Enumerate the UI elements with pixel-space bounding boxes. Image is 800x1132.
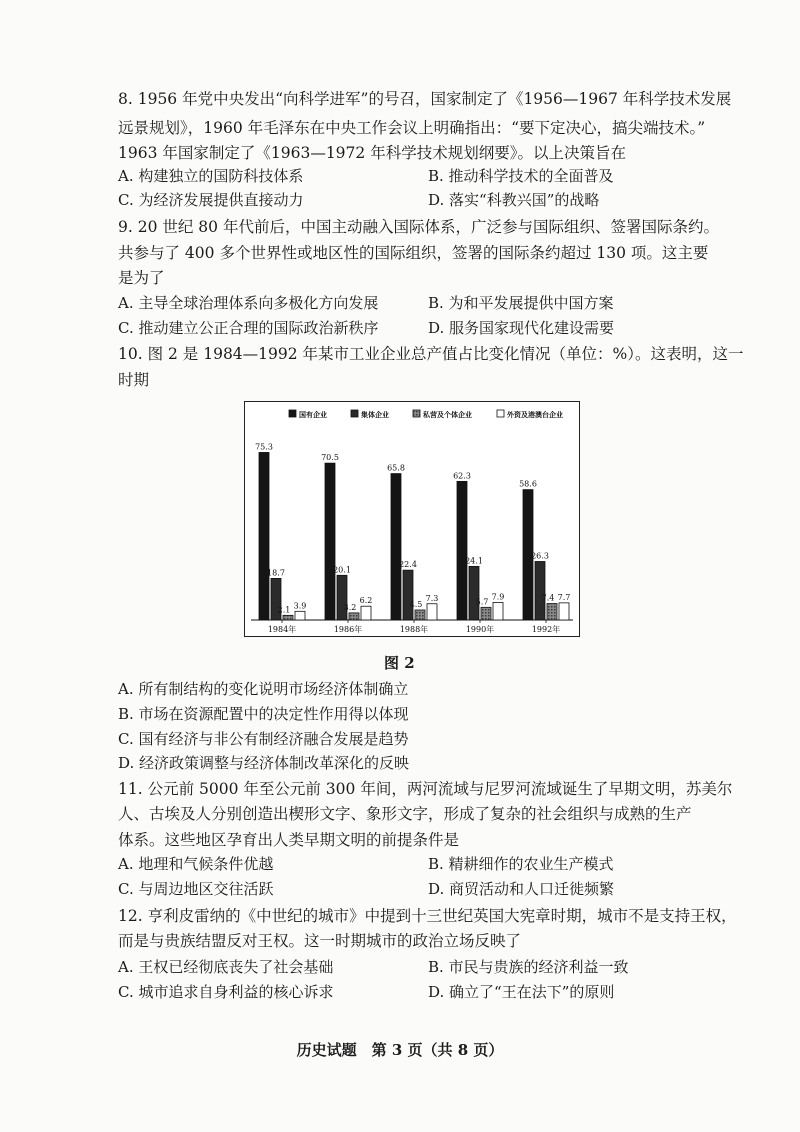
bar-2-1992年 (535, 561, 545, 620)
q8-option-c: C. 为经济发展提供直接动力 (118, 191, 304, 209)
bar-chart (245, 402, 579, 636)
bar-1-1986年 (325, 463, 335, 620)
data-label-1-1992年: 58.6 (519, 479, 537, 489)
x-tick-label-1986年: 1986年 (333, 625, 363, 634)
bar-4-1988年 (427, 604, 437, 620)
data-label-1-1988年: 65.8 (387, 463, 405, 473)
bar-4-1986年 (361, 606, 371, 620)
q8-stem-line-1: 8. 1956 年党中央发出“向科学进军”的号召，国家制定了《1956—1967 年科学技术发展 (118, 90, 732, 108)
q11-stem-line-1: 11. 公元前 5000 年至公元前 300 年间，两河流域与尼罗河流域诞生了早期文明，苏美尔 (118, 780, 733, 798)
q9-stem-line-1: 9. 20 世纪 80 年代前后，中国主动融入国际体系，广泛参与国际组织、签署国际条约。 (118, 218, 719, 236)
x-tick-label-1988年: 1988年 (399, 625, 429, 634)
legend-swatch-3 (413, 410, 420, 417)
data-label-4-1988年: 7.3 (425, 593, 439, 603)
bar-2-1986年 (337, 575, 347, 620)
q9-option-a: A. 主导全球治理体系向多极化方向发展 (118, 294, 379, 312)
q9-option-c: C. 推动建立公正合理的国际政治新秩序 (118, 319, 379, 337)
bar-1-1990年 (457, 481, 467, 620)
bar-4-1990年 (493, 602, 503, 620)
bar-2-1990年 (469, 566, 479, 620)
q12-option-d: D. 确立了“王在法下”的原则 (428, 983, 615, 1001)
q11-option-d: D. 商贸活动和人口迁徙频繁 (428, 880, 615, 898)
bar-4-1984年 (295, 611, 305, 620)
q11-option-c: C. 与周边地区交往活跃 (118, 880, 274, 898)
x-tick-label-1984年: 1984年 (267, 625, 297, 634)
q12-option-a: A. 王权已经彻底丧失了社会基础 (118, 958, 334, 976)
bar-2-1988年 (403, 570, 413, 620)
data-label-1-1990年: 62.3 (453, 471, 471, 481)
data-label-3-1984年: 2.1 (277, 605, 291, 615)
q9-option-b: B. 为和平发展提供中国方案 (428, 294, 614, 312)
q9-stem-line-2: 共参与了 400 多个世界性或地区性的国际组织，签署的国际条约超过 130 项。这主要 (118, 244, 709, 262)
data-label-2-1984年: 18.7 (267, 568, 285, 578)
legend-label-3: 私营及个体企业 (423, 410, 472, 419)
q12-stem-line-1: 12. 亨利皮雷纳的《中世纪的城市》中提到十三世纪英国大宪章时期，城市不是支持王权， (118, 907, 737, 925)
bar-3-1992年 (547, 604, 557, 620)
data-label-1-1986年: 70.5 (321, 453, 339, 463)
q10-option-d: D. 经济政策调整与经济体制改革深化的反映 (118, 754, 410, 772)
data-label-1-1984年: 75.3 (255, 442, 273, 452)
bar-3-1986年 (349, 613, 359, 620)
legend-label-1: 国有企业 (299, 410, 327, 419)
data-label-3-1992年: 7.4 (541, 593, 555, 603)
figure-caption: 图 2 (384, 654, 415, 672)
q9-option-d: D. 服务国家现代化建设需要 (428, 319, 615, 337)
bar-3-1988年 (415, 610, 425, 620)
legend-label-4: 外资及港澳台企业 (507, 410, 563, 419)
data-label-2-1988年: 22.4 (399, 560, 417, 570)
data-label-2-1990年: 24.1 (465, 556, 483, 566)
q10-stem-line-1: 10. 图 2 是 1984—1992 年某市工业企业总产值占比变化情况（单位：%）。这表明，这一 (118, 345, 744, 363)
data-label-4-1984年: 3.9 (293, 601, 307, 611)
q10-option-b: B. 市场在资源配置中的决定性作用得以体现 (118, 705, 409, 723)
data-label-2-1992年: 26.3 (531, 551, 549, 561)
data-label-4-1986年: 6.2 (359, 596, 373, 606)
bar-4-1992年 (559, 603, 569, 620)
bar-3-1990年 (481, 607, 491, 620)
q11-option-b: B. 精耕细作的农业生产模式 (428, 855, 614, 873)
q11-option-a: A. 地理和气候条件优越 (118, 855, 274, 873)
q9-stem-line-3: 是为了 (118, 269, 165, 287)
q11-stem-line-3: 体系。这些地区孕育出人类早期文明的前提条件是 (118, 831, 460, 849)
bar-1-1988年 (391, 474, 401, 620)
legend-swatch-4 (497, 410, 504, 417)
q12-option-b: B. 市民与贵族的经济利益一致 (428, 958, 629, 976)
figure-2-chart (244, 401, 580, 637)
q8-option-a: A. 构建独立的国防科技体系 (118, 167, 304, 185)
bar-1-1984年 (259, 452, 269, 620)
legend-swatch-2 (351, 410, 358, 417)
q12-stem-line-2: 而是与贵族结盟反对王权。这一时期城市的政治立场反映了 (118, 932, 522, 950)
q10-option-a: A. 所有制结构的变化说明市场经济体制确立 (118, 680, 409, 698)
q8-stem-line-3: 1963 年国家制定了《1963—1972 年科学技术规划纲要》。以上决策旨在 (118, 144, 626, 162)
data-label-3-1986年: 3.2 (343, 602, 357, 612)
legend-swatch-1 (289, 410, 296, 417)
q8-stem-line-2: 远景规划》，1960 年毛泽东在中央工作会议上明确指出：“要下定决心，搞尖端技术。” (118, 119, 706, 137)
q10-stem-line-2: 时期 (118, 371, 150, 389)
data-label-4-1990年: 7.9 (491, 592, 505, 602)
q8-option-d: D. 落实“科教兴国”的战略 (428, 191, 600, 209)
legend-label-2: 集体企业 (361, 410, 389, 419)
bar-3-1984年 (283, 615, 293, 620)
x-tick-label-1990年: 1990年 (465, 625, 495, 634)
data-label-4-1992年: 7.7 (557, 592, 571, 602)
q11-stem-line-2: 人、古埃及人分别创造出楔形文字、象形文字，形成了复杂的社会组织与成熟的生产 (118, 805, 692, 823)
q10-option-c: C. 国有经济与非公有制经济融合发展是趋势 (118, 730, 409, 748)
q8-option-b: B. 推动科学技术的全面普及 (428, 167, 614, 185)
x-tick-label-1992年: 1992年 (531, 625, 561, 634)
page-footer: 历史试题 第 3 页（共 8 页） (296, 1041, 504, 1059)
data-label-3-1990年: 5.7 (475, 597, 489, 607)
data-label-3-1988年: 4.5 (409, 599, 423, 609)
q12-option-c: C. 城市追求自身利益的核心诉求 (118, 983, 334, 1001)
data-label-2-1986年: 20.1 (333, 565, 351, 575)
